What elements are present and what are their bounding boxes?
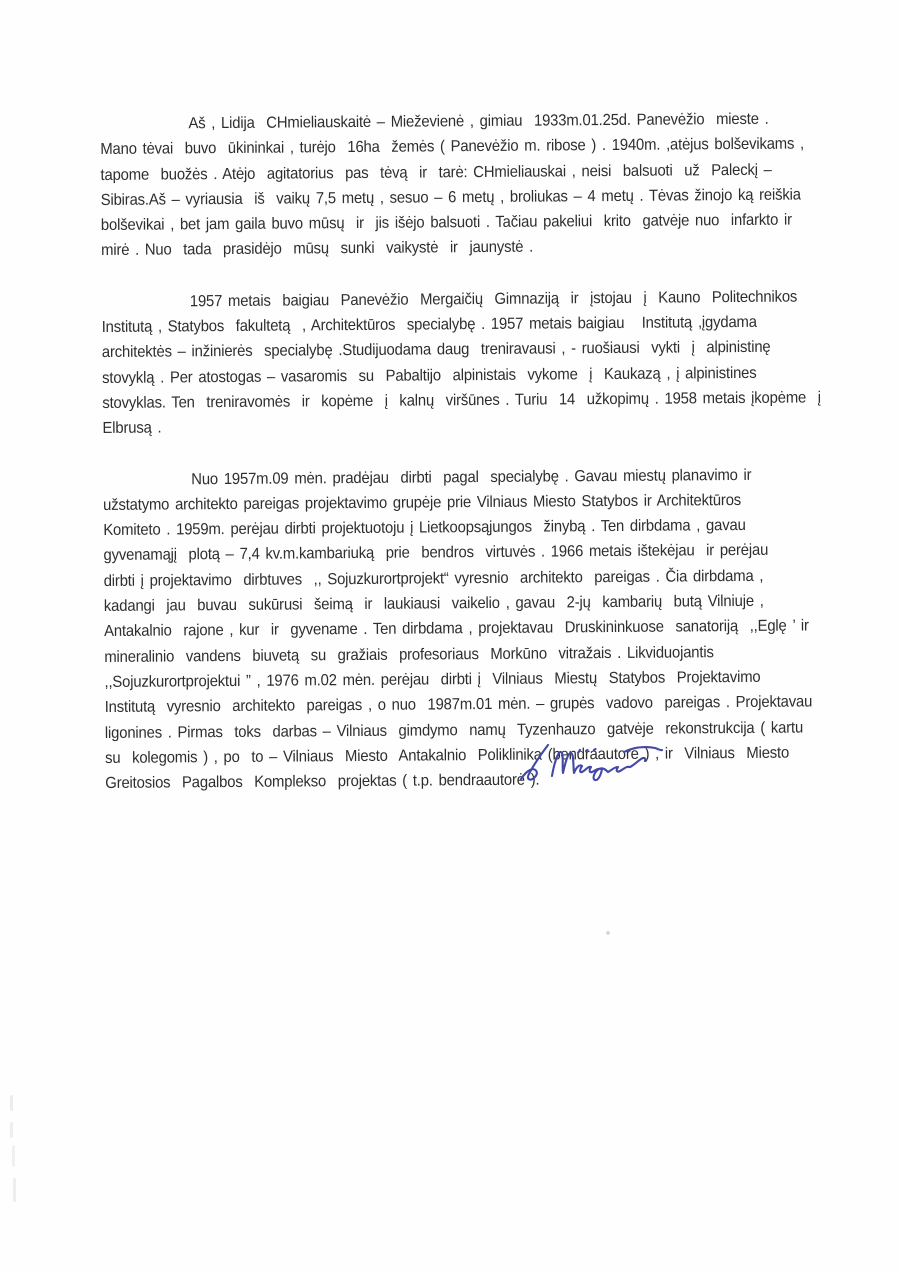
text-line: mirė . Nuo tada prasidėjo mūsų sunki vaikystė ir jaunystė . [101, 239, 534, 260]
text-line: stovyklą . Per atostogas – vasaromis su Pabaltijo alpinistais vykome į Kaukazą , į alpinistines [102, 364, 757, 387]
text-line: tapome buožės . Atėjo agitatorius pas tėvą ir tarė: CHmieliauskai , neisi balsuoti už Paleckį – [100, 161, 772, 184]
text-line: Nuo 1957m.09 mėn. pradėjau dirbti pagal specialybę . Gavau miestų planavimo ir [191, 466, 752, 488]
text-line: bolševikai , bet jam gaila buvo mūsų ir jis išėjo balsuoti . Tačiau pakeliui krito gatvėje nuo infarkto ir [100, 211, 792, 235]
paragraph [103, 462, 812, 796]
letter-body [100, 106, 821, 796]
text-line: ligonines . Pirmas toks darbas – Vilniaus gimdymo namų Tyzenhauzo gatvėje rekonstrukcija ( kartu [104, 719, 804, 742]
text-line: kadangi jau buvau sukūrusi šeimą ir laukiausi vaikelio , gavau 2-jų kambarių butą Vilniuje , [103, 592, 764, 616]
scan-artifact-edge [10, 1122, 13, 1138]
paragraph [101, 284, 821, 441]
text-line: architektės – inžinierės specialybę .Studijuodama daug treniravausi , - ruošiausi vykti į alpinistinę [101, 339, 771, 362]
text-line: Institutą vyresnio architekto pareigas , o nuo 1987m.01 mėn. – grupės vadovo pareigas . Projektavau [104, 693, 813, 717]
text-line: stovyklas. Ten treniravomės ir kopėme į kalnų viršūnes . Turiu 14 užkopimų . 1958 metais įkopėme į [102, 389, 821, 412]
text-line: su kolegomis ) , po to – Vilniaus Miesto Antakalnio Poliklinika (bendraautorė ) , ir Vilniaus Miesto [105, 744, 790, 767]
text-line: Antakalnio rajone , kur ir gyvename . Ten dirbdama , projektavau Druskininkuose sanatoriją ,,Eglę ’ ir [104, 617, 809, 641]
handwritten-signature [518, 738, 668, 794]
text-line: Mano tėvai buvo ūkininkai , turėjo 16ha žemės ( Panevėžio m. ribose ) . 1940m. ,atėjus bolševikams , [100, 135, 805, 159]
scan-artifact-edge [10, 1095, 13, 1111]
signature-ink [518, 738, 668, 794]
text-line: mineralinio vandens biuvetą su gražiais profesoriaus Morkūno vitražais . Likviduojantis [104, 643, 714, 666]
text-line: gyvenamąjį plotą – 7,4 kv.m.kambariuką prie bendros virtuvės . 1966 metais ištekėjau ir perėjau [103, 542, 769, 565]
text-line: Elbrusą . [102, 419, 162, 438]
scan-artifact-edge [12, 1145, 15, 1167]
text-line: Sibiras.Aš – vyriausia iš vaikų 7,5 metų , sesuo – 6 metų , broliukas – 4 metų . Tėvas žinojo ką reiškia [100, 186, 801, 209]
text-line: Aš , Lidija CHmieliauskaitė – Mieževienė , gimiau 1933m.01.25d. Panevėžio mieste . [188, 110, 769, 133]
text-line: 1957 metais baigiau Panevėžio Mergaičių Gimnaziją ir įstojau į Kauno Politechnikos [189, 288, 798, 311]
scan-artifact-edge [13, 1178, 16, 1202]
text-line: ,,Sojuzkurortprojektui ” , 1976 m.02 mėn. perėjau dirbti į Vilniaus Miestų Statybos Projektavimo [104, 668, 761, 691]
scan-artifact-speck [606, 931, 610, 935]
paragraph [100, 106, 808, 263]
text-line: dirbti į projektavimo dirbtuves ,, Sojuzkurortprojekt“ vyresnio architekto pareigas . Čia dirbdama , [103, 567, 764, 590]
text-line: užstatymo architekto pareigas projektavimo grupėje prie Vilniaus Miesto Statybos ir Architektūros [103, 491, 742, 514]
text-line: Greitosios Pagalbos Komplekso projektas ( t.p. bendraautorė ). [105, 771, 540, 793]
text-line: Komiteto . 1959m. perėjau dirbti projektuotoju į Lietkoopsąjungos žinybą . Ten dirbdama , gavau [103, 517, 746, 540]
text-line: Institutą , Statybos fakultetą , Architektūros specialybę . 1957 metais baigiau Institutą ,įgydama [101, 313, 757, 337]
